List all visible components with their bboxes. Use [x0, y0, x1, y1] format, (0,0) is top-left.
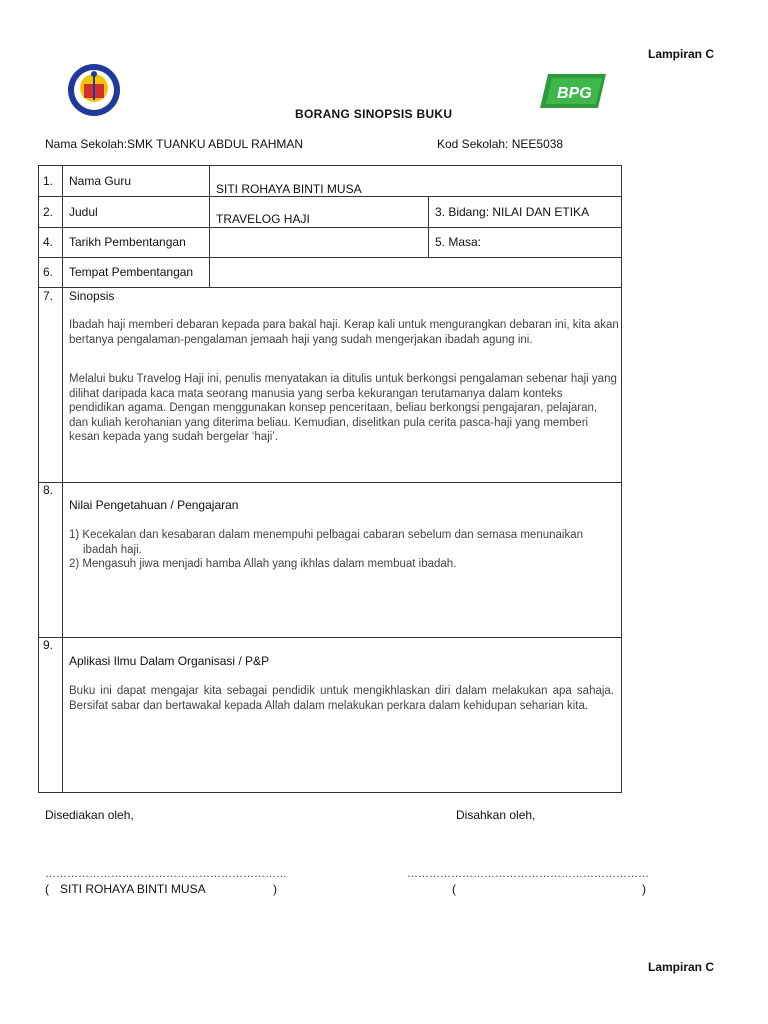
row1-label: Nama Guru	[69, 174, 132, 188]
teacher-name-field[interactable]: SITI ROHAYA BINTI MUSA	[216, 182, 362, 196]
row7-number: 7.	[43, 289, 54, 303]
prepared-by-label: Disediakan oleh,	[45, 808, 134, 822]
synopsis-paragraph-1: Ibadah haji memberi debaran kepada para bakal haji. Kerap kali untuk mengurangkan debaran ini, kita akan bertanya pengalaman-pengalaman jemaah haji yang sudah mengerjakan ibadah agung ini.	[69, 319, 619, 346]
row2-number: 2.	[43, 205, 54, 219]
signature-line-right: …………………………………………………………	[407, 868, 649, 880]
school-name: Nama Sekolah:SMK TUANKU ABDUL RAHMAN	[45, 137, 304, 151]
row1-number: 1.	[43, 174, 54, 188]
row7-label: Sinopsis	[69, 289, 115, 303]
row8-number: 8.	[43, 483, 54, 497]
bpg-logo	[540, 72, 606, 110]
title-field[interactable]: TRAVELOG HAJI	[216, 212, 310, 226]
synopsis-paragraph-2: Melalui buku Travelog Haji ini, penulis menyatakan ia ditulis untuk berkongsi pengalaman sebenar haji yang dilihat daripada kaca mata seorang manusia yang serba kekurangan terutamanya dalam konteks pendidikan agama. Dengan menggunakan konsep penceritaan, beliau berkongsi pengajaran, pelajaran, dan kuliah kerohanian yang diterima beliau. Kemudian, diselitkan pula cerita pasca-haji yang memberi kesan kepada yang sudah bergelar ‘haji’.	[69, 373, 617, 443]
svg-text:BPG: BPG	[557, 85, 592, 102]
value-item-1: 1) Kecekalan dan kesabaran dalam menempuhi pelbagai cabaran sebelum dan semasa menunaikan ibadah haji.	[69, 529, 583, 556]
row8-label: Nilai Pengetahuan / Pengajaran	[69, 498, 239, 512]
application-text: Buku ini dapat mengajar kita sebagai pendidik untuk mengikhlaskan diri dalam melakukan apa sahaja. Bersifat sabar dan bertawakal kepada Allah dalam melakukan perkara dalam kehidupan seharian kita.	[69, 685, 614, 712]
row6-number: 6.	[43, 265, 54, 279]
value-item-2: 2) Mengasuh jiwa menjadi hamba Allah yang ikhlas dalam membuat ibadah.	[69, 558, 457, 570]
row2-label: Judul	[69, 205, 98, 219]
signature-line-left: …………………………………………………………	[45, 868, 287, 880]
school-crest-logo	[66, 62, 126, 120]
date-field[interactable]	[211, 229, 427, 256]
row4-label: Tarikh Pembentangan	[69, 235, 186, 249]
open-paren-left: (	[45, 882, 49, 896]
open-paren-right: (	[452, 882, 456, 896]
close-paren-right: )	[642, 882, 646, 896]
bidang-field[interactable]: 3. Bidang: NILAI DAN ETIKA	[435, 205, 590, 219]
school-code: Kod Sekolah: NEE5038	[437, 137, 564, 151]
close-paren-left: )	[273, 882, 277, 896]
row4-number: 4.	[43, 235, 54, 249]
lampiran-label-top: Lampiran C	[648, 47, 715, 61]
venue-field[interactable]	[211, 259, 619, 286]
masa-field[interactable]: 5. Masa:	[435, 235, 482, 249]
row9-number: 9.	[43, 638, 54, 652]
row6-label: Tempat Pembentangan	[69, 265, 194, 279]
lampiran-label-bottom: Lampiran C	[648, 960, 715, 974]
prepared-by-name: SITI ROHAYA BINTI MUSA	[60, 882, 206, 896]
form-title: BORANG SINOPSIS BUKU	[295, 107, 453, 121]
row9-label: Aplikasi Ilmu Dalam Organisasi / P&P	[69, 654, 270, 668]
approved-by-label: Disahkan oleh,	[456, 808, 536, 822]
